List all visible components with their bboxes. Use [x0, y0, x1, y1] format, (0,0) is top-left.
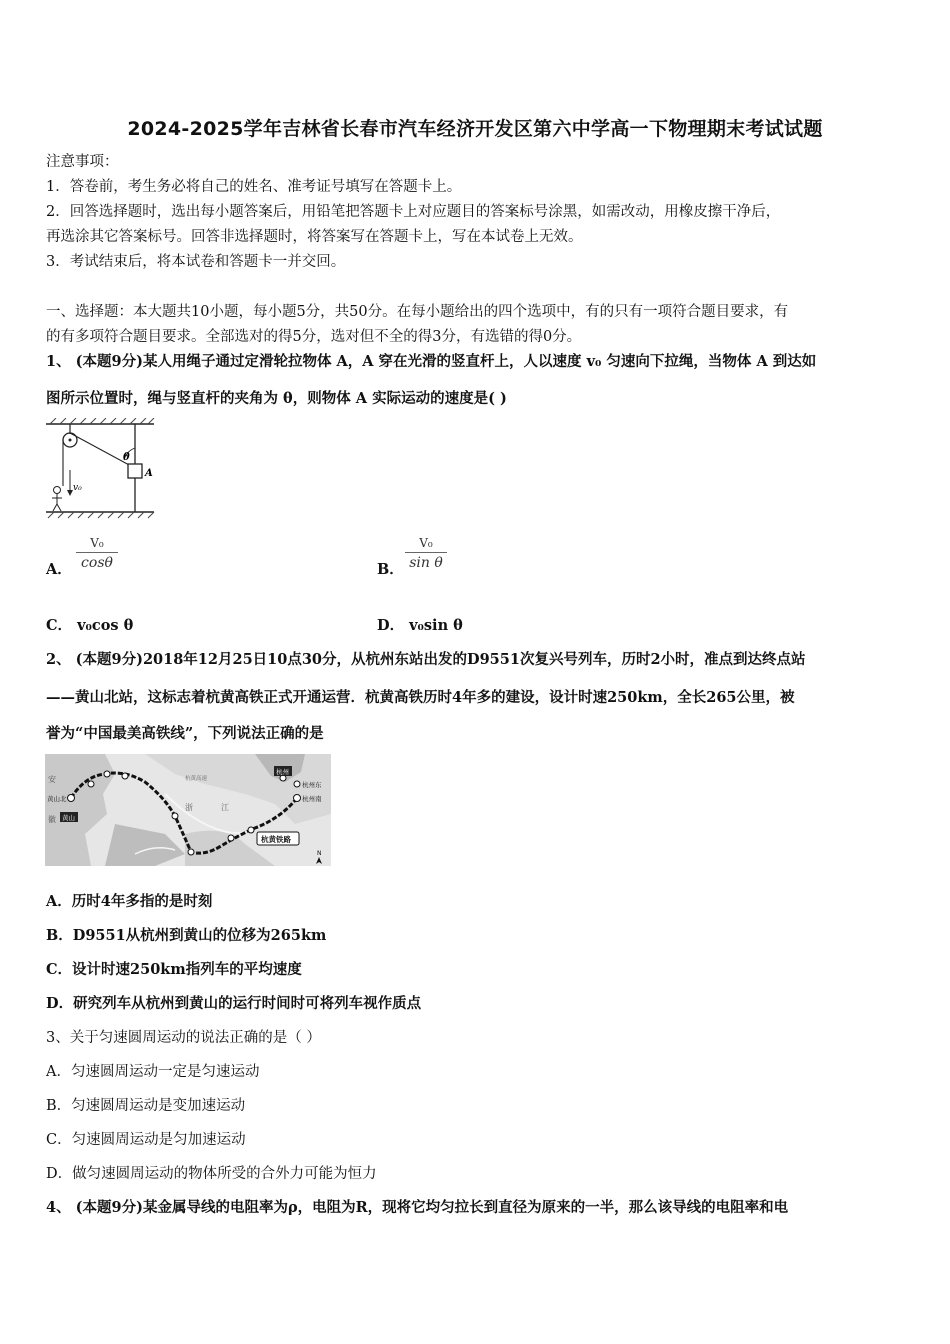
map-label-hangzhou: 杭州 [276, 768, 289, 776]
map-label-huangshan: 黄山 [62, 814, 75, 822]
q4-stem: 4、 (本题9分)某金属导线的电阻率为ρ，电阻为R，现将它均匀拉长到直径为原来的一半，那么该导线的电阻率和电 [46, 1199, 789, 1216]
v0-label: v₀ [73, 483, 82, 493]
map-label-expressway: 杭黄高速 [185, 776, 208, 782]
map-label-zhe: 浙 [185, 803, 193, 812]
q2-option: A．历时4年多指的是时刻 [46, 893, 213, 910]
section-instruction: 的有多项符合题目要求。全部选对的得5分，选对但不全的得3分，有选错的得0分。 [46, 329, 582, 345]
q2-stem: 誉为“中国最美高铁线”，下列说法正确的是 [46, 725, 324, 742]
fraction-denominator: sin θ [409, 555, 443, 571]
section-instruction: 一、选择题：本大题共10小题，每小题5分，共50分。在每小题给出的四个选项中，有的只有一项符合题目要求，有 [46, 304, 789, 320]
option-a-label: A． [46, 561, 72, 578]
option-b-label: B． [377, 561, 404, 578]
option-d: D． v₀sin θ [377, 617, 463, 634]
notice-item: 1．答卷前，考生务必将自己的姓名、准考证号填写在答题卡上。 [46, 179, 462, 195]
q2-option: D．研究列车从杭州到黄山的运行时间时可将列车视作质点 [46, 995, 422, 1012]
map-legend-railway: 杭黄铁路 [261, 835, 291, 844]
notice-item: 3．考试结束后，将本试卷和答题卡一并交回。 [46, 254, 346, 270]
theta-label: θ [123, 452, 130, 463]
railway-map [45, 754, 331, 866]
notice-item: 再选涂其它答案标号。回答非选择题时，将答案写在答题卡上，写在本试卷上无效。 [46, 229, 583, 245]
fraction-denominator: cosθ [81, 555, 113, 571]
map-label-huangshanbei: 黄山北 [47, 795, 67, 803]
q2-stem: 2、 (本题9分)2018年12月25日10点30分，从杭州东站出发的D9551次复兴号列车，历时2小时，准点到达终点站 [46, 651, 806, 668]
q1-stem: 图所示位置时，绳与竖直杆的夹角为 θ，则物体 A 实际运动的速度是( ) [46, 390, 507, 407]
map-label-hangzhounan: 杭州南 [302, 795, 322, 803]
q3-option: B．匀速圆周运动是变加速运动 [46, 1098, 246, 1114]
q3-option: C．匀速圆周运动是匀加速运动 [46, 1132, 246, 1148]
page-title: 2024-2025学年吉林省长春市汽车经济开发区第六中学高一下物理期末考试试题 [127, 118, 823, 140]
map-north-label: N [317, 850, 322, 857]
pulley-figure [44, 418, 158, 522]
map-label-jiang: 江 [221, 803, 229, 812]
option-b-fraction [405, 536, 447, 571]
option-a-fraction [76, 536, 118, 571]
q2-option: B．D9551从杭州到黄山的位移为265km [46, 927, 327, 944]
fraction-numerator: V₀ [90, 536, 104, 550]
map-label-hui: 徽 [48, 815, 56, 824]
q1-stem: 1、 (本题9分)某人用绳子通过定滑轮拉物体 A，A 穿在光滑的竖直杆上，人以速度 v₀ 匀速向下拉绳，当物体 A 到达如 [46, 353, 817, 370]
q3-stem: 3、关于匀速圆周运动的说法正确的是（ ） [46, 1030, 321, 1046]
option-c: C． v₀cos θ [46, 617, 134, 634]
q3-option: D．做匀速圆周运动的物体所受的合外力可能为恒力 [46, 1166, 377, 1182]
notice-item: 2．回答选择题时，选出每小题答案后，用铅笔把答题卡上对应题目的答案标号涂黑，如需改动，用橡皮擦干净后， [46, 204, 781, 220]
q2-option: C．设计时速250km指列车的平均速度 [46, 961, 302, 978]
notice-heading: 注意事项： [46, 154, 119, 170]
q3-option: A．匀速圆周运动一定是匀速运动 [46, 1064, 260, 1080]
map-label-an: 安 [48, 775, 56, 784]
q2-stem: ——黄山北站，这标志着杭黄高铁正式开通运营．杭黄高铁历时4年多的建设，设计时速250km，全长265公里，被 [46, 689, 795, 706]
block-a-label: A [145, 468, 153, 479]
map-label-hangzhoudong: 杭州东 [302, 781, 322, 789]
block-a [128, 464, 142, 478]
fraction-numerator: V₀ [419, 536, 433, 550]
